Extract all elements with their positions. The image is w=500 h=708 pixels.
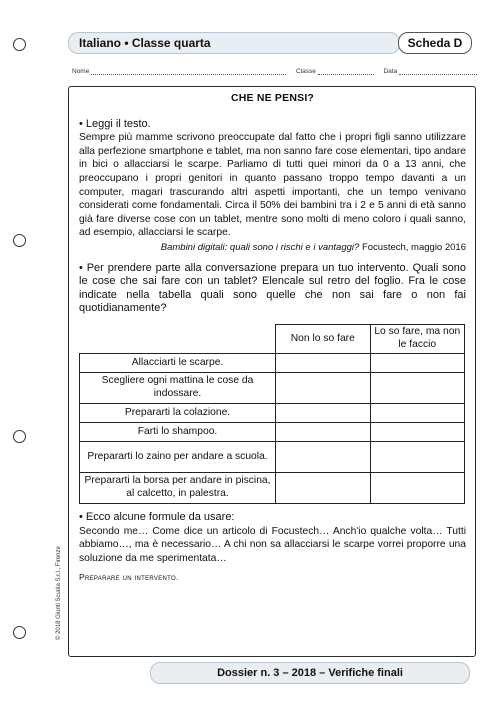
checkbox-cell[interactable]	[276, 441, 370, 472]
activity-label: Preparare un intervento.	[79, 572, 179, 583]
checkbox-cell[interactable]	[276, 472, 370, 503]
data-label: Data	[383, 68, 398, 75]
classe-label: Classe	[295, 68, 316, 75]
binder-hole-lower	[13, 430, 26, 443]
scheda-label: Scheda D	[398, 32, 472, 54]
instruction-conversation: • Per prendere parte alla conversazione prepara un tuo intervento. Quali sono le cose che sai fare con un tablet? Elencale sul retro del foglio. Fra le cose indicate nella tabella quali sono quelle che non sai fare o non fai quotidianamente?	[79, 261, 466, 315]
page-header	[68, 32, 472, 54]
row-label: Prepararti la colazione.	[80, 403, 276, 422]
classe-field[interactable]	[318, 66, 374, 75]
table-header-row	[80, 324, 465, 353]
checkbox-cell[interactable]	[276, 372, 370, 403]
checkbox-cell[interactable]	[370, 372, 464, 403]
name-row	[72, 66, 472, 75]
data-field[interactable]	[399, 66, 477, 75]
row-label: Farti lo shampoo.	[80, 422, 276, 441]
table-row	[80, 472, 465, 503]
row-label: Allacciarti le scarpe.	[80, 353, 276, 372]
instruction-read: • Leggi il testo.	[79, 117, 151, 130]
checkbox-cell[interactable]	[370, 472, 464, 503]
binder-hole-top	[13, 38, 26, 51]
row-label: Prepararti lo zaino per andare a scuola.	[80, 441, 276, 472]
table-row	[80, 441, 465, 472]
instruction-formule: • Ecco alcune formule da usare:	[79, 510, 235, 523]
row-label: Prepararti la borsa per andare in piscina, al calcetto, in palestra.	[80, 472, 276, 503]
checkbox-cell[interactable]	[370, 422, 464, 441]
nome-label: Nome	[72, 68, 90, 75]
header-lo-so-fare: Lo so fare, ma non le faccio	[370, 324, 464, 353]
checkbox-cell[interactable]	[370, 403, 464, 422]
checkbox-cell[interactable]	[276, 422, 370, 441]
checkbox-cell[interactable]	[370, 441, 464, 472]
reading-text: Sempre più mamme scrivono preoccupate dal fatto che i propri figli sanno utilizzare alla perfezione smartphone e tablet, ma non sanno fare cose elementari, tipo andare in bici o allacciarsi le scarpe. Parliamo di tutti quei minori da 0 a 13 anni, che preoccupano i propri genitori in quanto passano troppo tempo davanti a un computer, magari trascurando altri aspetti importanti, che un tempo venivano considerati come fondamentali. Circa il 50% dei bambini tra i 2 e 5 anni di età sanno già fare diverse cose con un tablet, mentre sono molti di meno coloro i quali sanno, ad esempio, allacciarsi le scarpe.	[79, 132, 466, 239]
activities-table	[79, 324, 465, 504]
header-bar	[68, 32, 400, 54]
table-row	[80, 403, 465, 422]
nome-field[interactable]	[91, 66, 286, 75]
checkbox-cell[interactable]	[370, 353, 464, 372]
copyright-note: © 2018 Giunti Scuola S.r.l., Firenze	[56, 546, 62, 640]
main-content	[79, 92, 466, 585]
source-publisher: Focustech, maggio 2016	[359, 241, 466, 253]
checkbox-cell[interactable]	[276, 353, 370, 372]
formule-text: Secondo me… Come dice un articolo di Focustech… Anch'io qualche volta… Tutti abbiamo…, ma è necessario… A chi non sa allacciarsi le scarpe vorrei proporre una soluzione da me sperimentata…	[79, 525, 466, 564]
source-title: Bambini digitali: quali sono i rischi e i vantaggi?	[160, 241, 360, 253]
header-title: Italiano • Classe quarta	[79, 36, 211, 50]
page-title: CHE NE PENSI?	[230, 92, 315, 104]
checkbox-cell[interactable]	[276, 403, 370, 422]
table-row	[80, 372, 465, 403]
binder-hole-bottom	[13, 626, 26, 639]
table-row	[80, 422, 465, 441]
header-non-lo-so-fare: Non lo so fare	[276, 324, 370, 353]
row-label: Scegliere ogni mattina le cose da indossare.	[80, 372, 276, 403]
source-citation	[79, 241, 466, 255]
table-row	[80, 353, 465, 372]
page-footer: Dossier n. 3 – 2018 – Verifiche finali	[150, 662, 470, 684]
binder-hole-middle	[13, 234, 26, 247]
table-corner	[80, 324, 276, 353]
